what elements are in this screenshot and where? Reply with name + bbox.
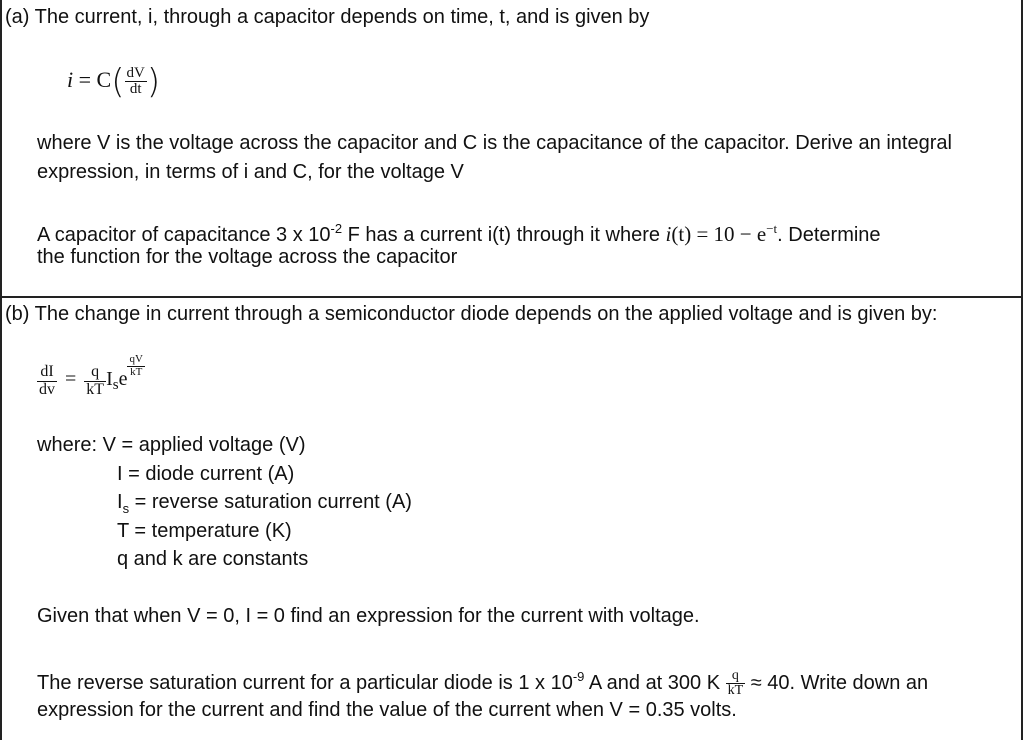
def-temperature: T = temperature (K) [117,520,292,542]
part-a-intro: (a) The current, i, through a capacitor depends on time, t, and is given by [5,6,650,28]
rev-text-post: ≈ 40. Write down an [745,672,929,694]
func-exponent: −t [766,221,778,236]
reverse-current-line-2: expression for the current and find the value of the current when V = 0.35 volts. [37,699,737,721]
qv-numerator: qV [129,353,143,366]
where-label-line [37,432,306,458]
capacitor-problem-line-2: the function for the voltage across the capacitor [37,246,458,268]
is-symbol: I [106,368,113,390]
is-def-subscript: s [122,501,130,516]
given-condition: Given that when V = 0, I = 0 find an expression for the current with voltage. [37,605,700,627]
def-saturation-text: = reverse saturation current (A) [134,491,412,513]
is-def-symbol: I [117,491,123,513]
cap-text-mid: F has a current i(t) through it where [342,224,666,246]
cap-text-post: . Determine [777,224,881,246]
current-function [666,222,778,246]
exponent-fraction [127,354,144,378]
part-a-where-2: expression, in terms of i and C, for the voltage V [37,161,464,183]
capacitor-equation [67,60,160,102]
cap-text-pre: A capacitor of capacitance 3 x 10 [37,224,331,246]
q-kt-fraction [84,364,106,399]
func-i: i [665,222,672,246]
eq-c: C [96,67,112,92]
left-paren: ( [111,61,125,102]
exp-base: e [118,368,128,390]
is-subscript: s [112,377,119,394]
kt-denominator: kT [86,380,105,398]
reverse-current-line-1 [37,662,928,699]
rev-q: q [726,669,746,685]
def-constants: q and k are constants [117,548,309,570]
func-rest: (t) = 10 − e [671,222,767,246]
part-b-intro: (b) The change in current through a semiconductor diode depends on the applied voltage and is given by: [5,303,938,325]
def-voltage: V = applied voltage (V) [102,434,306,456]
where-label: where: [37,434,98,456]
right-paren: ) [146,61,161,102]
rev-kt: kT [727,683,744,699]
cap-exponent: -2 [330,221,343,236]
def-current: I = diode current (A) [117,463,295,485]
dv-dt-fraction [125,66,147,99]
frac-numerator: dV [126,64,145,81]
eq-lhs: i [67,67,74,92]
rev-exponent: -9 [572,669,585,684]
kt-exp-denominator: kT [130,366,143,378]
di-dv-fraction [37,364,57,399]
rev-q-kt-fraction [726,669,746,699]
dv-denominator: dv [39,380,55,398]
section-divider [0,296,1023,298]
di-numerator: dI [37,364,57,382]
q-numerator: q [84,364,106,382]
eq-equals: = [78,67,92,92]
diode-eq-equals: = [65,368,77,390]
rev-text-pre: The reverse saturation current for a particular diode is 1 x 10 [37,672,573,694]
part-a-where-1: where V is the voltage across the capacitor and C is the capacitance of the capacitor. Derive an integral [37,132,952,154]
rev-text-mid: A and at 300 K [584,672,721,694]
frac-denominator: dt [129,81,142,98]
diode-equation [37,352,145,412]
